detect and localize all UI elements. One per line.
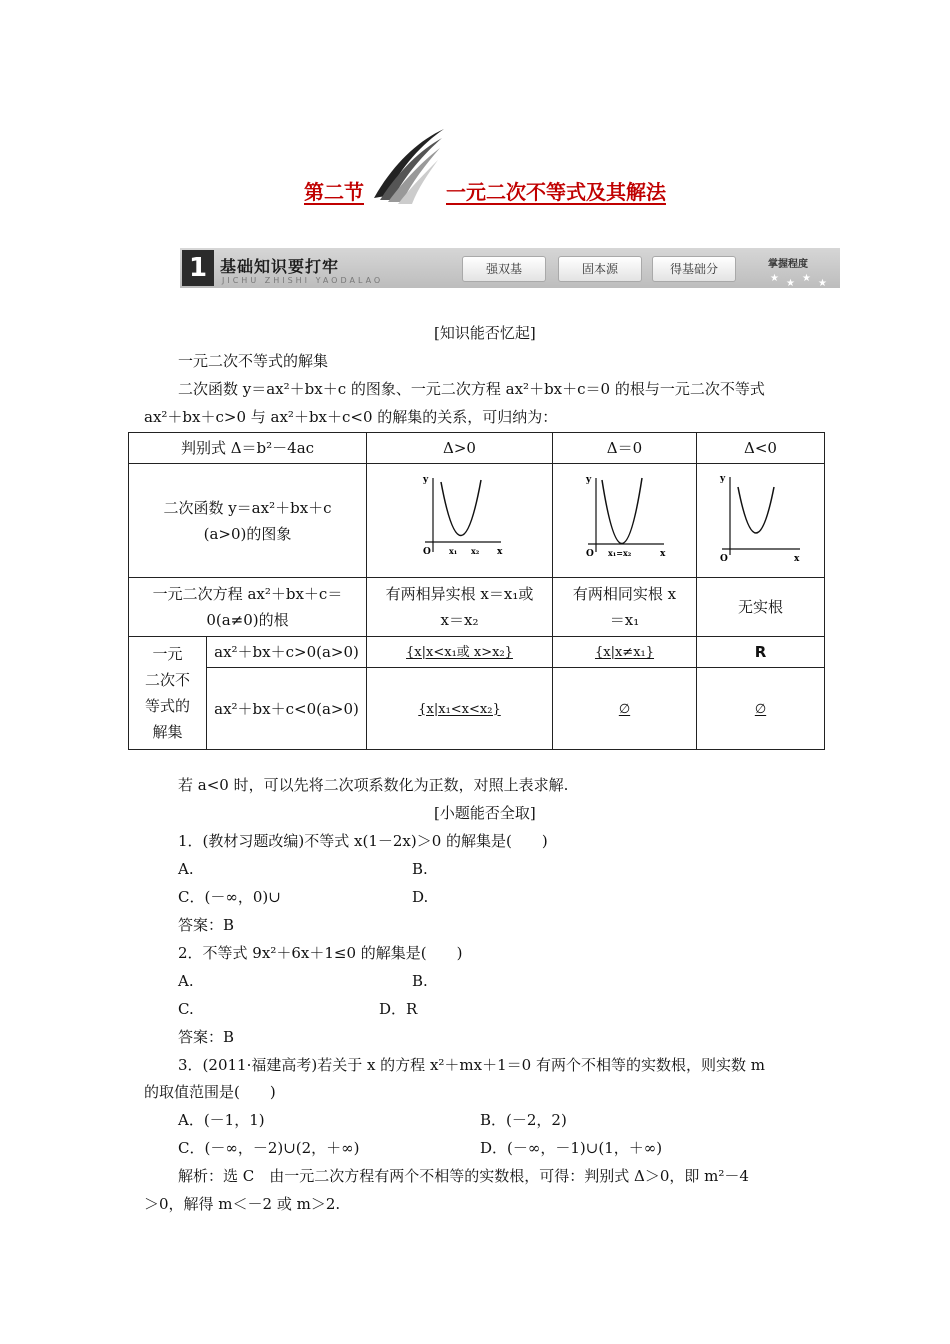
banner-button-dejichufen[interactable]: 得基础分: [652, 256, 736, 282]
lt-solution-delta-zero: [553, 668, 697, 750]
question-3-stem-line-2: 的取值范围是( ): [144, 1083, 276, 1101]
roots-row-label: [129, 578, 367, 637]
knowledge-intro-line-2: ax²＋bx＋c>0 与 ax²＋bx＋c<0 的解集的关系，可归纳为：: [144, 408, 558, 426]
double-root-label: x₁=x₂: [607, 547, 631, 558]
roots-zero-line-1: 有两相同实根 x: [572, 585, 677, 603]
delta-positive-header: Δ>0: [367, 433, 553, 464]
delta-zero-header: Δ＝0: [553, 433, 697, 464]
y-axis-label: y: [719, 473, 725, 484]
x-axis-label: x: [793, 553, 799, 564]
lt-solution-delta-negative: [697, 668, 825, 750]
parabola-one-root-graph: [580, 472, 670, 562]
gt-solution-delta-zero: [553, 637, 697, 668]
roots-zero-line-2: ＝x₁: [609, 611, 640, 629]
gt-solution-delta-negative: [697, 637, 825, 668]
delta-negative-header: Δ<0: [697, 433, 825, 464]
banner-button-gubenyuan[interactable]: 固本源: [558, 256, 642, 282]
graph-delta-zero: [553, 464, 697, 578]
x-axis-label: x: [496, 546, 502, 557]
lt-solution-negative-text: ∅: [754, 701, 767, 717]
negative-a-note: 若 a<0 时，可以先将二次项系数化为正数，对照上表求解.: [178, 776, 569, 794]
banner-title: 基础知识要打牢: [220, 257, 340, 276]
roots-positive-line-2: x＝x₂: [440, 611, 479, 629]
gt-solution-zero-text: {x|x≠x₁}: [594, 645, 655, 660]
root-x1-label: x₁: [448, 545, 457, 556]
mastery-level-label: 掌握程度: [768, 259, 808, 270]
knowledge-intro-line-1: 二次函数 y＝ax²＋bx＋c 的图象、一元二次方程 ax²＋bx＋c＝0 的根与一元二次不等式: [178, 380, 765, 398]
root-x2-label: x₂: [470, 545, 479, 556]
question-1-option-d[interactable]: D.: [412, 888, 429, 906]
question-3-option-a[interactable]: A．(－1，1): [178, 1111, 265, 1129]
question-1-option-b[interactable]: B.: [412, 860, 428, 878]
page-title: 一元二次不等式及其解法: [446, 180, 666, 204]
gt-solution-positive-text: {x|x<x₁或 x>x₂}: [406, 645, 513, 660]
question-1-answer: 答案：B: [178, 916, 235, 934]
star-icon: ★: [802, 273, 811, 284]
swoosh-logo-icon: [372, 126, 448, 206]
graph-delta-positive: [367, 464, 553, 578]
inequality-label-line-3: 等式的: [144, 697, 190, 715]
star-icon: ★: [786, 278, 795, 289]
question-1-stem: 1．(教材习题改编)不等式 x(1－2x)＞0 的解集是( ): [178, 832, 548, 850]
banner-pinyin: JICHU ZHISHI YAODALAO: [222, 276, 384, 285]
quadratic-relation-table: [128, 432, 825, 750]
knowledge-topic: 一元二次不等式的解集: [178, 352, 329, 370]
graph-row-label-line-1: 二次函数 y＝ax²＋bx＋c: [163, 498, 332, 517]
lt-solution-positive-text: {x|x₁<x<x₂}: [418, 701, 501, 717]
roots-delta-positive: [367, 578, 553, 637]
star-icon: ★: [770, 273, 779, 284]
graph-row-label: [129, 464, 367, 578]
roots-positive-line-1: 有两相异实根 x＝x₁或: [385, 585, 534, 603]
knowledge-heading: [知识能否忆起]: [434, 324, 536, 342]
question-1-option-c[interactable]: C．(－∞，0)∪: [178, 888, 281, 906]
origin-label: O: [422, 546, 431, 557]
roots-row-label-line-1: 一元二次方程 ax²＋bx＋c＝: [152, 585, 343, 603]
inequality-label-line-2: 二次不: [144, 671, 190, 689]
question-2-option-d[interactable]: D．R: [379, 1000, 418, 1018]
inequality-label-line-1: 一元: [152, 645, 183, 663]
origin-label: O: [585, 548, 594, 559]
star-icon: ★: [818, 278, 827, 289]
question-2-answer: 答案：B: [178, 1028, 235, 1046]
discriminant-header: 判别式 Δ＝b²－4ac: [129, 433, 367, 464]
parabola-no-root-graph: [716, 469, 806, 565]
gt-solution-negative-text: R: [754, 643, 767, 661]
parabola-two-roots-graph: [415, 472, 505, 562]
question-3-analysis-line-1: 解析：选 C 由一元二次方程有两个不相等的实数根，可得：判别式 Δ＞0，即 m²－4: [178, 1167, 749, 1185]
graph-delta-negative: [697, 464, 825, 578]
practice-heading: [小题能否全取]: [434, 804, 536, 822]
question-1-option-a[interactable]: A.: [178, 860, 194, 878]
question-3-option-d[interactable]: D．(－∞，－1)∪(1，＋∞): [480, 1139, 663, 1157]
inequality-greater-label: ax²＋bx＋c>0(a>0): [207, 637, 367, 668]
banner-button-qiangshuangji[interactable]: 强双基: [462, 256, 546, 282]
banner-number: 1: [182, 250, 214, 286]
question-3-option-c[interactable]: C．(－∞，－2)∪(2，＋∞): [178, 1139, 360, 1157]
section-label: 第二节: [304, 180, 364, 204]
graph-row-label-line-2: (a>0)的图象: [203, 524, 292, 543]
inequality-label-line-4: 解集: [152, 723, 183, 741]
gt-solution-delta-positive: [367, 637, 553, 668]
inequality-solution-label: [129, 637, 207, 750]
question-3-option-b[interactable]: B．(－2，2): [480, 1111, 567, 1129]
inequality-less-label: ax²＋bx＋c<0(a>0): [207, 668, 367, 750]
roots-row-label-line-2: 0(a≠0)的根: [206, 611, 289, 629]
lt-solution-delta-positive: [367, 668, 553, 750]
y-axis-label: y: [422, 474, 428, 485]
question-2-option-a[interactable]: A.: [178, 972, 194, 990]
question-2-option-b[interactable]: B.: [412, 972, 428, 990]
lt-solution-zero-text: ∅: [618, 701, 631, 717]
question-3-stem-line-1: 3．(2011·福建高考)若关于 x 的方程 x²＋mx＋1＝0 有两个不相等的实数根，则实数 m: [178, 1056, 765, 1074]
x-axis-label: x: [659, 548, 665, 559]
question-2-stem: 2．不等式 9x²＋6x＋1≤0 的解集是( ): [178, 944, 463, 962]
origin-label: O: [719, 553, 728, 564]
question-2-option-c[interactable]: C.: [178, 1000, 194, 1018]
roots-delta-negative: 无实根: [697, 578, 825, 637]
y-axis-label: y: [585, 474, 591, 485]
roots-delta-zero: [553, 578, 697, 637]
question-3-analysis-line-2: ＞0，解得 m＜－2 或 m＞2.: [144, 1195, 341, 1213]
